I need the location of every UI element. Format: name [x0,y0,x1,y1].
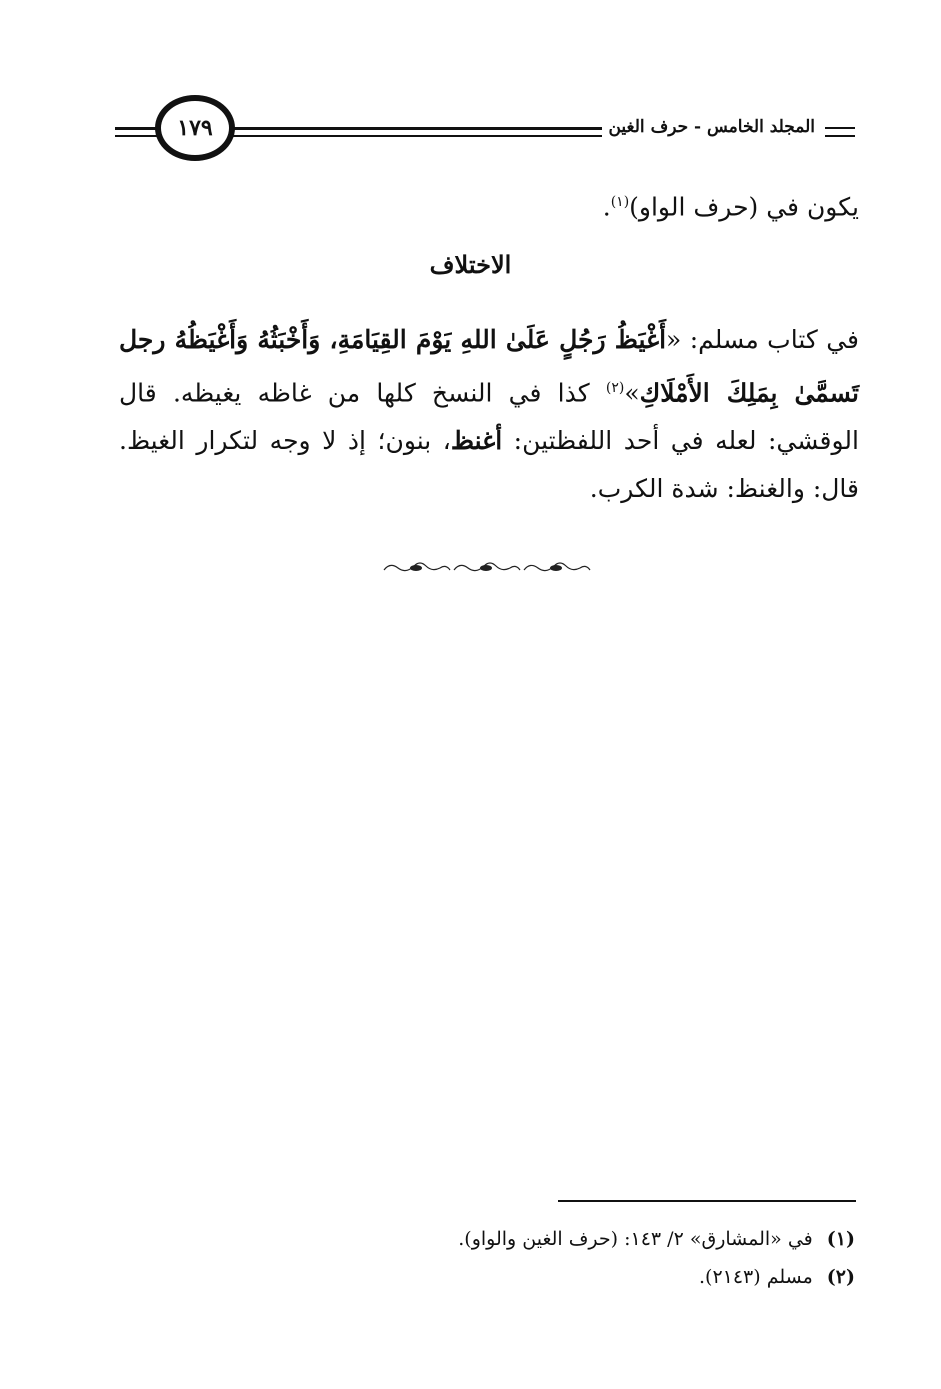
header-mark-top [825,127,855,129]
footnote-2-number: (٢) [826,1266,855,1288]
page-number: ١٧٩ [155,95,235,161]
body-line-1-text: يكون في (حرف الواو) [629,192,859,222]
body-paragraph [119,316,859,513]
footnote-2 [255,1258,855,1296]
para-bold-word: أغنظ [450,426,503,456]
footnote-separator [558,1200,856,1202]
section-title: الاختلاف [429,250,512,279]
body-line-1-end: . [602,192,611,222]
footnote-1-number: (١) [826,1228,855,1250]
footnote-ref-2: (٢) [605,380,625,396]
body-line-1 [119,178,859,231]
footnotes [255,1220,855,1296]
footnote-2-text: مسلم (٢١٤٣). [698,1266,813,1288]
page-header [115,95,855,165]
hadith-text: أَغْيَظُ رَجُلٍ عَلَىٰ اللهِ يَوْمَ القِيَامَةِ، وَأَخْبَثُهُ وَأَغْيَظُهُ رجل تَسمَّىٰ بِمَلِكَ الأَمْلَاكِ [119,325,859,408]
para-rest-1: كذا في النسخ كلها من غاظه يغيظه. قال الوقشي: لعله في أحد اللفظتين: [119,378,859,456]
ornament-divider-icon [380,558,592,580]
para-intro: في كتاب مسلم: « [666,325,859,354]
para-close-quote: » [624,378,640,408]
footnote-1-text: في «المشارق» ٢/ ١٤٣: (حرف الغين والواو). [458,1228,813,1250]
running-head: المجلد الخامس - حرف الغين [602,117,821,137]
footnote-1 [255,1220,855,1258]
para-rest-2: ، بنون؛ إذ لا وجه لتكرار الغيظ. قال: والغنظ: شدة الكرب. [119,426,859,504]
footnote-ref-1: (١) [610,194,630,210]
header-mark-bottom [825,135,855,137]
